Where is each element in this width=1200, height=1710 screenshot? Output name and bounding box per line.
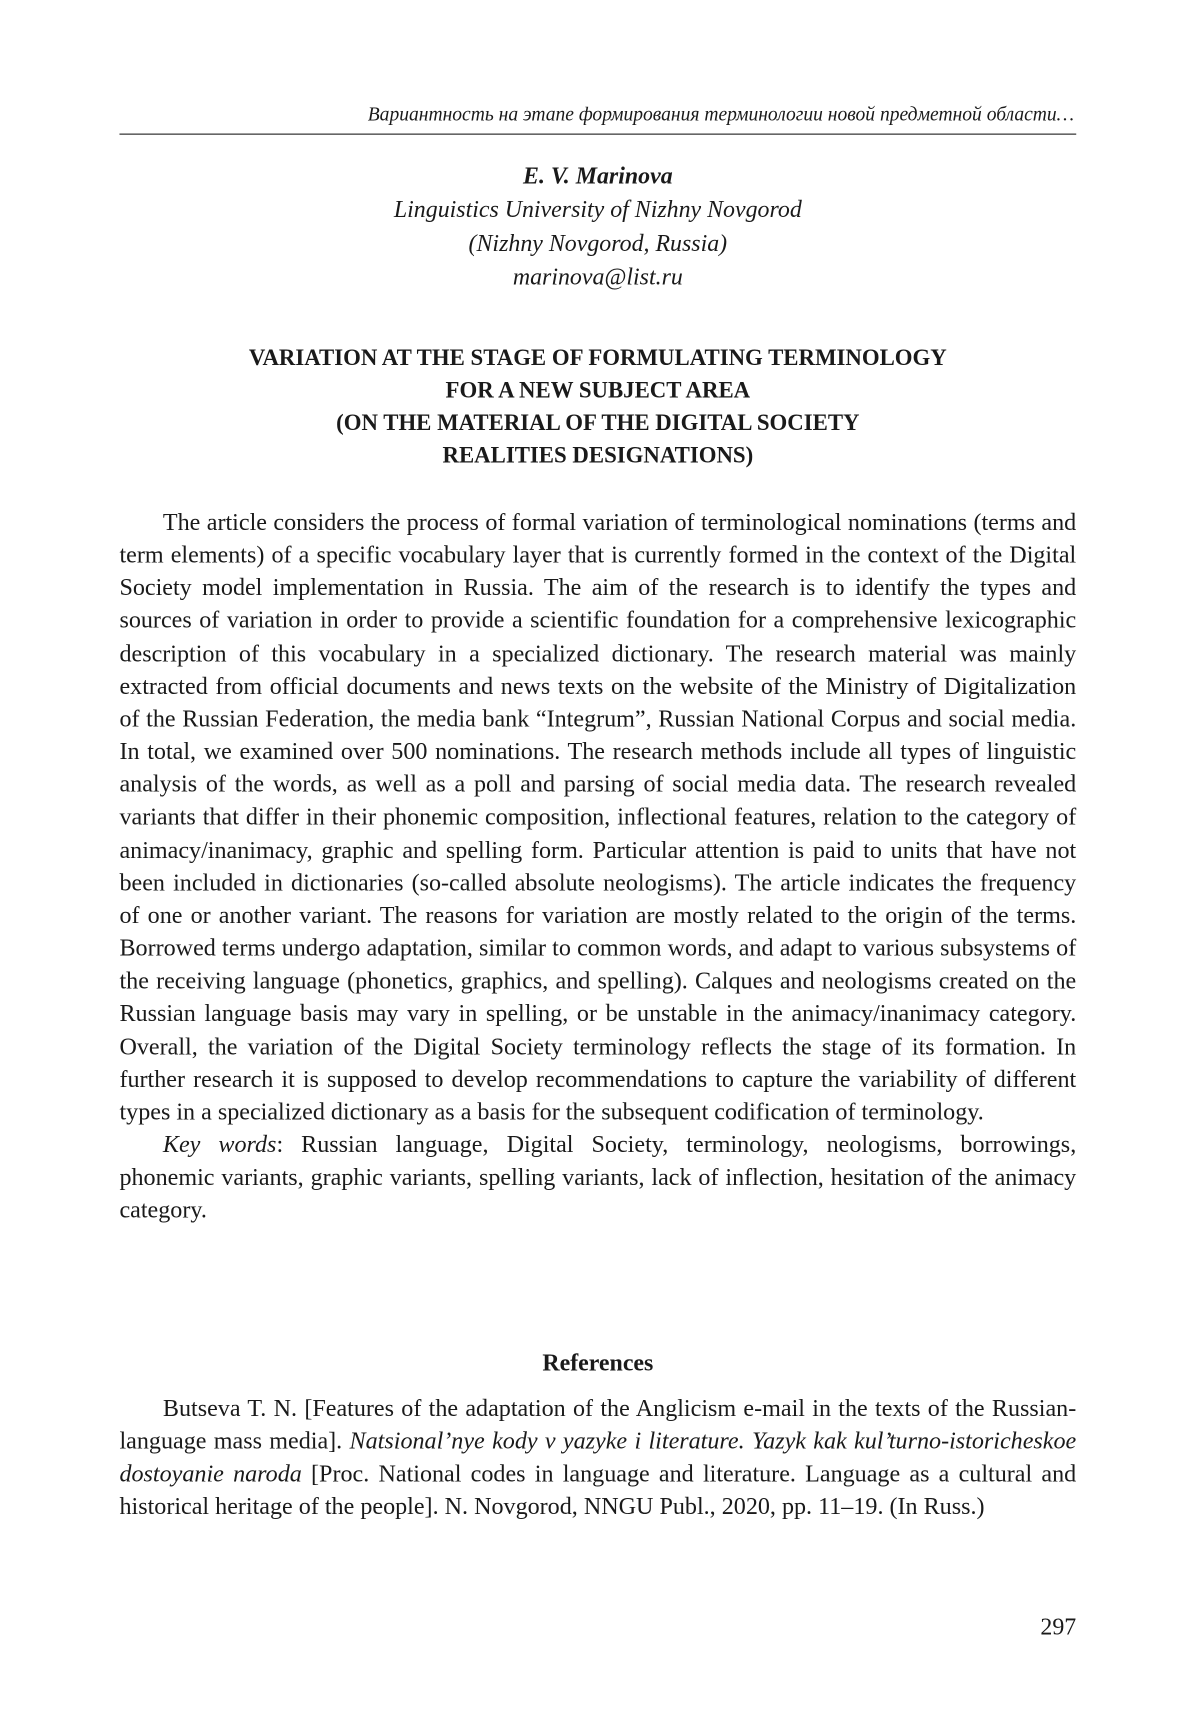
abstract-section (119, 506, 1076, 1226)
author-email: marinova@list.ru (512, 262, 683, 290)
abstract-paragraph: The article considers the process of formal variation of terminological nominations (terms and term elements) of a specific vocabulary layer that is currently formed in the context of the Digital Society model implementation in Russia. The aim of the research is to identify the types and sources of variation in order to provide a scientific foundation for a comprehensive lexicographic description of this vocabulary in a specialized dictionary. The research material was mainly extracted from official documents and news texts on the website of the Ministry of Digitalization of the Russian Federation, the media bank “Integrum”, Russian National Corpus and social media. In total, we examined over 500 nominations. The research methods include all types of linguistic analysis of the words, as well as a poll and parsing of social media data. The research revealed variants that differ in their phonemic composition, inflectional features, relation to the category of animacy/inanimacy, graphic and spelling form. Particular attention is paid to units that have not been included in dictionaries (so-called absolute neologisms). The article indicates the frequency of one or another variant. The reasons for variation are mostly related to the origin of the terms. Borrowed terms undergo adaptation, similar to common words, and adapt to various subsystems of the receiving language (phonetics, graphics, and spelling). Calques and neologisms created on the Russian language basis may vary in spelling, or be unstable in the animacy/inanimacy category. Overall, the variation of the Digital Society terminology reflects the stage of its formation. In further research it is supposed to develop recommendations to capture the variability of different types in a specialized dictionary as a basis for the subsequent codification of terminology. (119, 508, 1077, 1125)
reference-authors-title: Butseva T. N. [Features of the adaptation of the Anglicism e-mail in the texts of the Russian-language mass media]. (119, 1394, 1077, 1455)
keywords-paragraph (119, 1128, 1076, 1226)
header-rule (119, 134, 1076, 135)
reference-source: Natsional’nye kody v yazyke i literature. Yazyk kak kul’turno-istoricheskoe dostoyanie naroda (119, 1427, 1077, 1488)
author-name: E. V. Marinova (523, 161, 673, 189)
author-block (119, 159, 1076, 294)
author-location: (Nizhny Novgorod, Russia) (468, 229, 728, 257)
title-line: VARIATION AT THE STAGE OF FORMULATING TERMINOLOGY (248, 344, 947, 371)
title-line: REALITIES DESIGNATIONS) (442, 442, 754, 469)
keywords-label: Key words (162, 1130, 277, 1158)
article-title (119, 341, 1076, 471)
references-list (119, 1392, 1076, 1523)
page-number: 297 (1040, 1612, 1077, 1640)
title-line: (ON THE MATERIAL OF THE DIGITAL SOCIETY (336, 409, 860, 436)
reference-item (119, 1392, 1076, 1523)
keywords-text: Russian language, Digital Society, terminology, neologisms, borrowings, phonemic variants, graphic variants, spelling variants, lack of inflection, hesitation of the animacy category. (119, 1130, 1077, 1224)
keywords-separator: : (276, 1130, 302, 1158)
references-heading: References (542, 1348, 654, 1376)
running-head: Вариантность на этапе формирования терминологии новой предметной области… (367, 103, 1075, 125)
reference-details: [Proc. National codes in language and literature. Language as a cultural and historical heritage of the people]. N. Novgorod, NNGU Publ., 2020, pp. 11–19. (In Russ.) (119, 1459, 1077, 1520)
author-affiliation: Linguistics University of Nizhny Novgorod (393, 195, 802, 223)
title-line: FOR A NEW SUBJECT AREA (445, 376, 751, 403)
